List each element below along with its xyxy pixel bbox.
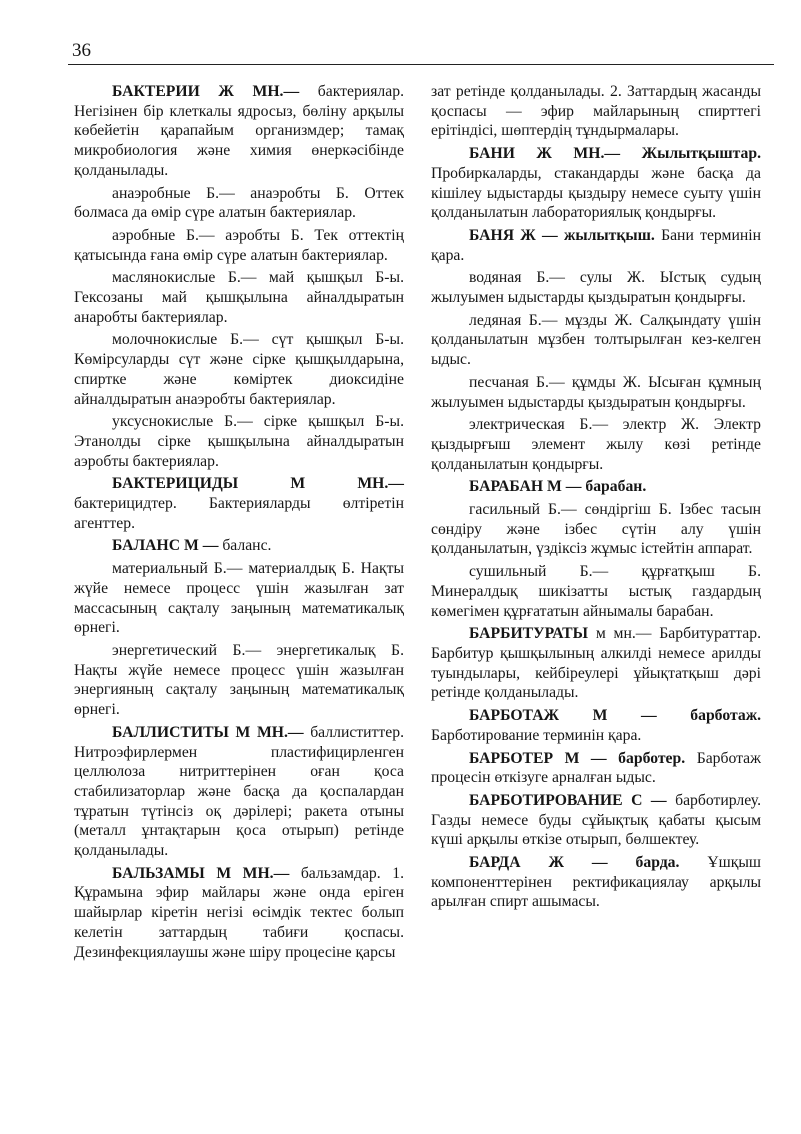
subentry — [431, 562, 761, 621]
entry-definition: ледяная Б.— мұзды Ж. Салқындату үшін қолданылатын мұзбен толтырылған кез-келген ыдыс. — [431, 311, 761, 369]
subentry — [74, 184, 404, 223]
entry-term: БАНЯ Ж — — [469, 226, 558, 244]
entry-definition: анаэробные Б.— анаэробты Б. Оттек болмаса да өмір сүре алатын бактериялар. — [74, 184, 404, 222]
entry-definition: барботаж. — [656, 707, 761, 725]
dictionary-entry — [74, 723, 404, 861]
entry-term: БАРДА Ж — — [469, 854, 608, 872]
dictionary-entry — [74, 474, 404, 533]
entry-term: БАРБОТАЖ М — — [469, 707, 657, 725]
entry-definition: маслянокислые Б.— май қышқыл Б-ы. Гексозаны май қышқылына айналдыратын анаробты бактериялар. — [74, 269, 404, 326]
entry-definition: м мн.— Барбитураттар. Барбитур қышқылының алкилді немесе арилды туындылары, кейбіреулері ұйықтатқыш дәрі ретінде қолданылады. — [431, 625, 761, 702]
subentry — [74, 412, 404, 471]
entry-definition: уксуснокислые Б.— сірке қышқыл Б-ы. Этанолды сірке қышқылына айналдыратын аэробты бактериялар. — [74, 413, 404, 470]
entry-term: БАРБИТУРАТЫ — [469, 625, 589, 643]
entry-definition: зат ретінде қолданылады. 2. Заттардың жасанды қоспасы — эфир майларының спирттегі ерітіндісі, шөптердің тұндырмалары. — [431, 83, 761, 140]
dictionary-entry — [431, 853, 761, 912]
entry-definition: баланс. — [218, 537, 272, 555]
entry-definition: барботирлеу. Газды немесе буды сұйықтық қабаты қысым күші арқылы өткізе отырып, бөлшектеу. — [431, 791, 762, 849]
entry-definition: энергетический Б.— энергетикалық Б. Нақты жүйе немесе процесс үшін жазылған энергияның сақталу заңының математикалық өрнегі. — [74, 641, 404, 719]
dictionary-entry — [431, 749, 761, 788]
dictionary-entry — [74, 864, 404, 963]
entry-definition: Жылытқыштар. — [620, 145, 762, 163]
entry-definition-continued: Пробиркаларды, стакандарды және басқа да кішілеу ыдыстарды қыздыру немесе суыту үшін қолданылатын лабораториялық қондырғы. — [431, 164, 761, 222]
entry-definition: водяная Б.— сулы Ж. Ыстық судың жылуымен ыдыстарды қыздыратын қондырғы. — [431, 269, 761, 307]
entry-definition-continued: Барботаж процесін өткізуге арналған ыдыс. — [431, 749, 761, 787]
entry-definition: барботер. — [606, 749, 686, 767]
subentry — [431, 373, 761, 412]
page-number: 36 — [72, 40, 91, 61]
entry-definition: бальзамдар. 1. Құрамына эфир майлары және онда еріген шайырлар кіретін негізі өсімдік тектес болып келетін заттардың табиғи қоспасы. Дезинфекциялаушы және шіру процесіне қарсы — [74, 864, 404, 961]
entry-definition-continued: Барботирование терминін қара. — [431, 726, 642, 744]
left-column — [74, 82, 404, 965]
dictionary-entry — [431, 226, 761, 265]
entry-definition-continued: Ұшқыш компоненттерінен ректификациялау арқылы арылған спирт ашымасы. — [431, 854, 761, 911]
entry-definition-continued: Бани терминін қара. — [431, 226, 761, 264]
entry-definition: сушильный Б.— құрғатқыш Б. Минералдық шикізатты ыстық газдардың көмегімен құрғататын айнымалы барабан. — [431, 563, 761, 620]
dictionary-entry — [431, 144, 761, 223]
subentry — [74, 330, 404, 409]
entry-definition: гасильный Б.— сөндіргіш Б. Ізбес тасын сөндіру және ізбес сүтін алу үшін қолданылатын, үздіксіз жұмыс істейтін аппарат. — [431, 501, 761, 558]
entry-definition: баллиститтер. Нитроэфирлермен пластифицирленген целлюлоза нитриттерінен оған қоса стабилизаторлар және басқа да қоспалардан тұратын түтінсіз оқ дәрілері; ракета отыны (металл ұнтақтарын қоса отырып) ретінде қолданылады. — [74, 723, 404, 860]
subentry — [74, 641, 404, 720]
subentry — [74, 268, 404, 327]
entry-definition: бактерицидтер. Бактерияларды өлтіретін агенттер. — [74, 495, 404, 532]
dictionary-entry — [431, 624, 761, 703]
entry-definition: барда. — [607, 854, 680, 872]
subentry — [431, 311, 761, 370]
entry-definition: материальный Б.— материалдық Б. Нақты жүйе немесе процесс үшін жазылған зат массасының сақталу заңының математикалық өрнегі. — [74, 560, 404, 637]
entry-definition: электрическая Б.— электр Ж. Электр қыздырғыш элемент жылу көзі ретінде қолданылатын қондырғы. — [431, 416, 761, 473]
subentry — [74, 559, 404, 638]
subentry — [74, 226, 404, 265]
dictionary-entry — [431, 477, 761, 497]
entry-term: БАЛЬЗАМЫ М МН.— — [112, 864, 290, 882]
entry-term: БАНИ Ж МН.— — [469, 145, 621, 163]
entry-term: БАРАБАН М — — [469, 478, 582, 496]
entry-term: БАРБОТИРОВАНИЕ С — — [469, 791, 667, 809]
subentry — [431, 415, 761, 474]
right-column — [431, 82, 761, 915]
dictionary-entry — [74, 82, 404, 181]
dictionary-entry — [431, 82, 761, 141]
entry-definition: аэробные Б.— аэробты Б. Тек оттектің қатысында ғана өмір сүре алатын бактериялар. — [74, 226, 404, 264]
entry-term: БАЛЛИСТИТЫ М МН.— — [112, 723, 304, 741]
dictionary-entry — [431, 706, 761, 745]
entry-definition: бактериялар. Негізінен бір клеткалы ядросыз, бөліну арқылы көбейетін қарапайым организмдер; тамақ микробиология және химия өнеркәсібінде қолданылады. — [74, 83, 404, 179]
dictionary-entry — [74, 536, 404, 556]
entry-term: БАКТЕРИЦИДЫ М МН.— — [112, 475, 404, 493]
entry-term: БАРБОТЕР М — — [469, 749, 607, 767]
header-rule — [68, 64, 774, 65]
entry-term: БАКТЕРИИ Ж МН.— — [112, 83, 300, 100]
entry-definition: барабан. — [581, 478, 647, 496]
subentry — [431, 500, 761, 559]
entry-definition: песчаная Б.— құмды Ж. Ысыған құмның жылуымен ыдыстарды қыздыратын қондырғы. — [431, 373, 761, 411]
entry-definition: молочнокислые Б.— сүт қышқыл Б-ы. Көмірсуларды сүт және сірке қышқылдарына, спиртке және көміртек диоксидіне айналдыратын анаэробты бактериялар. — [74, 331, 404, 408]
entry-term: БАЛАНС М — — [112, 537, 219, 555]
subentry — [431, 268, 761, 307]
entry-definition: жылытқыш. — [557, 226, 655, 244]
dictionary-entry — [431, 791, 761, 850]
